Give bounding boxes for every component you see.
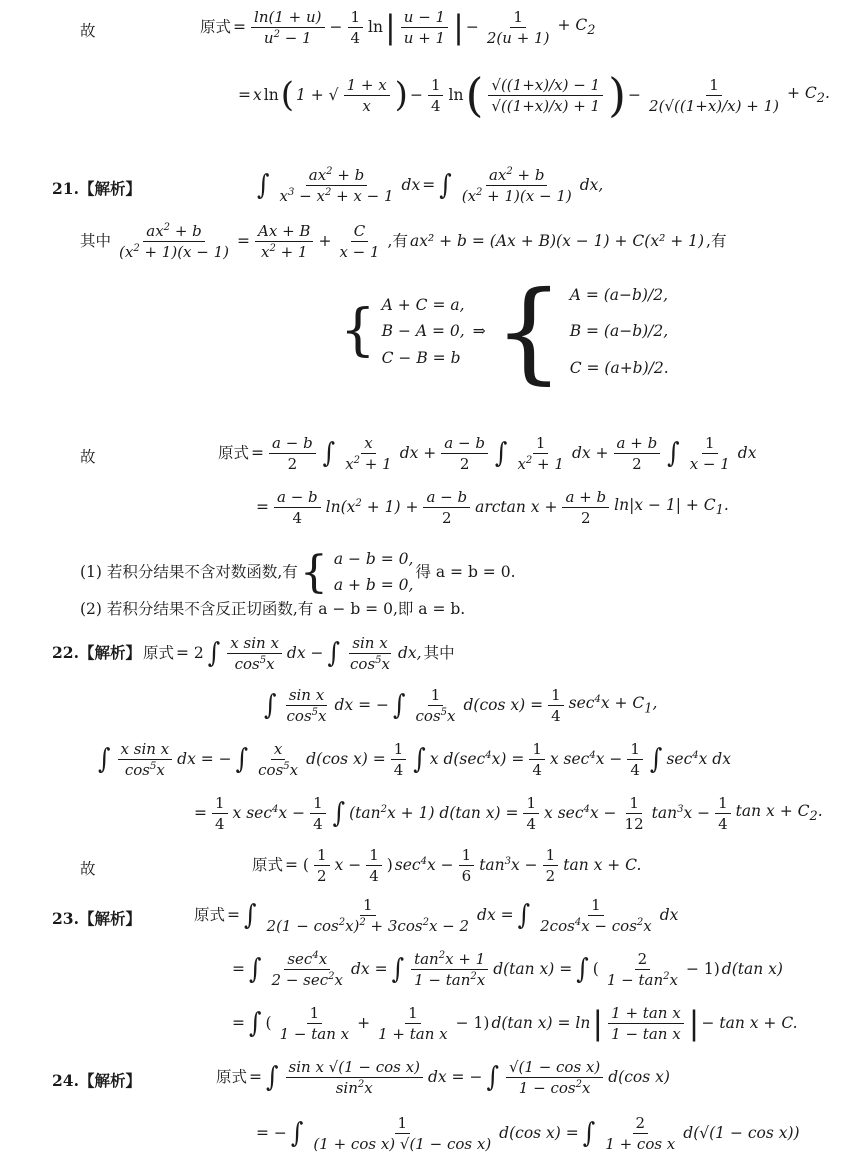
qizhong-label: 其中: [80, 232, 112, 251]
formula-23-b: = ∫ $\frac{\sec^4x}{2 - \sec^2x}$ dx = ∫ $\frac{\tan^2x + 1}{1 - \tan^2x}$ d(tan x) = ∫ ( $\frac{2}{1 - \tan^2x}$ − 1) d(tan x): [232, 950, 783, 989]
formula-21-b: 其中 $\frac{ax^2 + b}{(x^2 + 1)(x - 1)}$ = $\frac{Ax + B}{x^2 + 1}$ + $\frac{C}{x - 1}$ ,有 ax² + b = (Ax + B)(x − 1) + C(x² + 1) ,有: [80, 222, 727, 261]
problem-21-label: [52, 180, 141, 199]
problem-21-number: 21.: [52, 179, 79, 198]
problem-22-tag: 【解析】: [78, 644, 141, 663]
conclusion-1-end: 得 a = b = 0.: [415, 563, 516, 582]
formula-21-d: = $\frac{a - b}{4}$ $\ln(x^2 + 1)$ + $\frac{a - b}{2}$ arctan x + $\frac{a + b}{2}$ $\ln|x - 1| + C_1$.: [256, 488, 729, 527]
conclusion-2: [80, 600, 465, 619]
conclusion-2-text: (2) 若积分结果不含反正切函数,有 a − b = 0,即 a = b.: [80, 600, 466, 618]
equation-l4b: ax² + b = (Ax + B)(x − 1) + C(x² + 1): [409, 232, 705, 251]
you-label: ,有: [387, 232, 408, 251]
formula-22-b: ∫ $\frac{\text{sin x}}{\cos^5x}$ dx = − ∫ $\frac{1}{\cos^5x}$ d(cos x) = $\frac{1}{4}$ $\sec^4x + C_1$,: [264, 686, 658, 725]
gu-label-1: [80, 22, 96, 41]
problem-24-tag: 【解析】: [78, 1072, 141, 1090]
conclusion-1: (1) 若积分结果不含对数函数,有 { a − b = 0, a + b = 0, 得 a = b = 0.: [80, 546, 516, 598]
problem-22-row: 22.【解析】 原式 = 2 ∫ $\frac{\text{x sin x}}{\cos^5x}$ dx − ∫ $\frac{\text{sin x}}{\cos^5x}$ dx, 其中: [52, 634, 455, 673]
sys2-row-0: A = (a−b)/2,: [569, 286, 668, 304]
problem-24-label: [52, 1072, 141, 1091]
you-label-2: ,有: [706, 232, 727, 251]
problem-23-number: 23.: [52, 909, 79, 928]
sys1-row-1: B − A = 0,: [381, 322, 465, 341]
problem-23-tag: 【解析】: [78, 910, 141, 928]
yuanshi-label-6: 原式: [216, 1068, 248, 1087]
gu-label-3: [80, 860, 96, 879]
yuanshi-label-5: 原式: [194, 906, 226, 925]
sys2-row-1: B = (a−b)/2,: [569, 322, 669, 341]
conclusion-1-row-1: a + b = 0,: [333, 576, 414, 595]
problem-21-tag: 【解析】: [78, 180, 141, 198]
conclusion-1-row-0: a − b = 0,: [333, 550, 414, 568]
yuanshi-label-4: 原式: [252, 856, 284, 875]
formula-l1: 原式 = $\frac{\ln(1 + u)}{u^2 - 1}$ − $\frac{1}{4}$ ln | $\frac{u - 1}{u + 1}$ | − $\frac{1}{2(u + 1)}$ + $C_2$: [200, 8, 596, 47]
problem-24-number: 24.: [52, 1071, 79, 1090]
sys1-row-0: A + C = a,: [381, 296, 465, 314]
sys2-row-2: C = (a+b)/2.: [569, 358, 669, 377]
system-21: { A + C = a, B − A = 0, C − B = b ⇒ { A = (a−b)/2, B = (a−b)/2, C = (a+b)/2.: [340, 267, 669, 396]
gu-text-3: 故: [80, 860, 96, 878]
formula-24-a: 原式 = ∫ $\frac{\text{sin x √(1 − cos x)}}{\sin^2x}$ dx = − ∫ $\frac{\text{√(1 − cos x)}}{1 - \cos^2x}$ d(cos x): [216, 1058, 670, 1097]
formula-22-e: 原式 = ( $\frac{1}{2}$ x − $\frac{1}{4}$ ) $\sec^4x$ − $\frac{1}{6}$ $\tan^3x$ − $\frac{1}{2}$ tan x + C.: [252, 846, 642, 885]
problem-23-label: [52, 910, 141, 929]
formula-21-a: ∫ $\frac{ax^2 + b}{x^3 - x^2 + x - 1}$ dx = ∫ $\frac{ax^2 + b}{(x^2 + 1)(x - 1)}$ dx,: [257, 166, 604, 205]
yuanshi-label: 原式: [200, 18, 232, 37]
gu-label-2: [80, 448, 96, 467]
formula-24-b: = − ∫ $\frac{1}{\text{(1 + cos x) √(1 − cos x)}}$ d(cos x) = ∫ $\frac{2}{\text{1 + cos x}}$ d(√(1 − cos x)): [256, 1114, 800, 1153]
conclusion-1-text: (1) 若积分结果不含对数函数,有: [80, 563, 298, 582]
formula-l2: = x ln ( 1 + √ $\frac{1 + x}{x}$ ) − $\frac{1}{4}$ ln ( $\frac{√((1+x)/x) - 1}{√((1+x)/x) + 1}$ ) − $\frac{1}{2(√((1+x)/x) + 1)}$ + $C_2$.: [238, 68, 830, 122]
formula-23-a: 原式 = ∫ $\frac{1}{2(1 - \cos^2x)^2 + 3\cos^2x - 2}$ dx = ∫ $\frac{1}{2\cos^4x - \cos^2x}$ dx: [194, 896, 679, 935]
formula-23-c: = ∫ ( $\frac{1}{\text{1 − tan x}}$ + $\frac{1}{\text{1 + tan x}}$ − 1) d(tan x) = ln | $\frac{\text{1 + tan x}}{\text{1 − tan x}}$ | − tan x + C.: [232, 1004, 798, 1043]
gu-text-2: 故: [80, 448, 96, 466]
yuanshi-label-3: 原式: [142, 644, 174, 663]
sys1-row-2: C − B = b: [381, 348, 461, 367]
yuanshi-label-2: 原式: [218, 444, 250, 463]
gu-text: 故: [80, 22, 96, 40]
formula-21-c: 原式 = $\frac{a - b}{2}$ ∫ $\frac{x}{x^2 + 1}$ dx + $\frac{a - b}{2}$ ∫ $\frac{1}{x^2 + 1}$ dx + $\frac{a + b}{2}$ ∫ $\frac{1}{x - 1}$ dx: [218, 434, 757, 473]
formula-22-c: ∫ $\frac{\text{x sin x}}{\cos^5x}$ dx = − ∫ $\frac{x}{\cos^5x}$ d(cos x) = $\frac{1}{4}$ ∫ x $d(\sec^4x)$ = $\frac{1}{4}$ x $\sec^4x$ − $\frac{1}{4}$ ∫ $\sec^4x$ dx: [98, 740, 731, 779]
formula-22-d: = $\frac{1}{4}$ x $\sec^4x$ − $\frac{1}{4}$ ∫ $(\tan^2x + 1)$ d(tan x) = $\frac{1}{4}$ x $\sec^4x$ − $\frac{1}{12}$ $\tan^3x$ − $\frac{1}{4}$ $\tan x + C_2$.: [194, 794, 823, 833]
problem-22-number: 22.: [52, 643, 79, 663]
